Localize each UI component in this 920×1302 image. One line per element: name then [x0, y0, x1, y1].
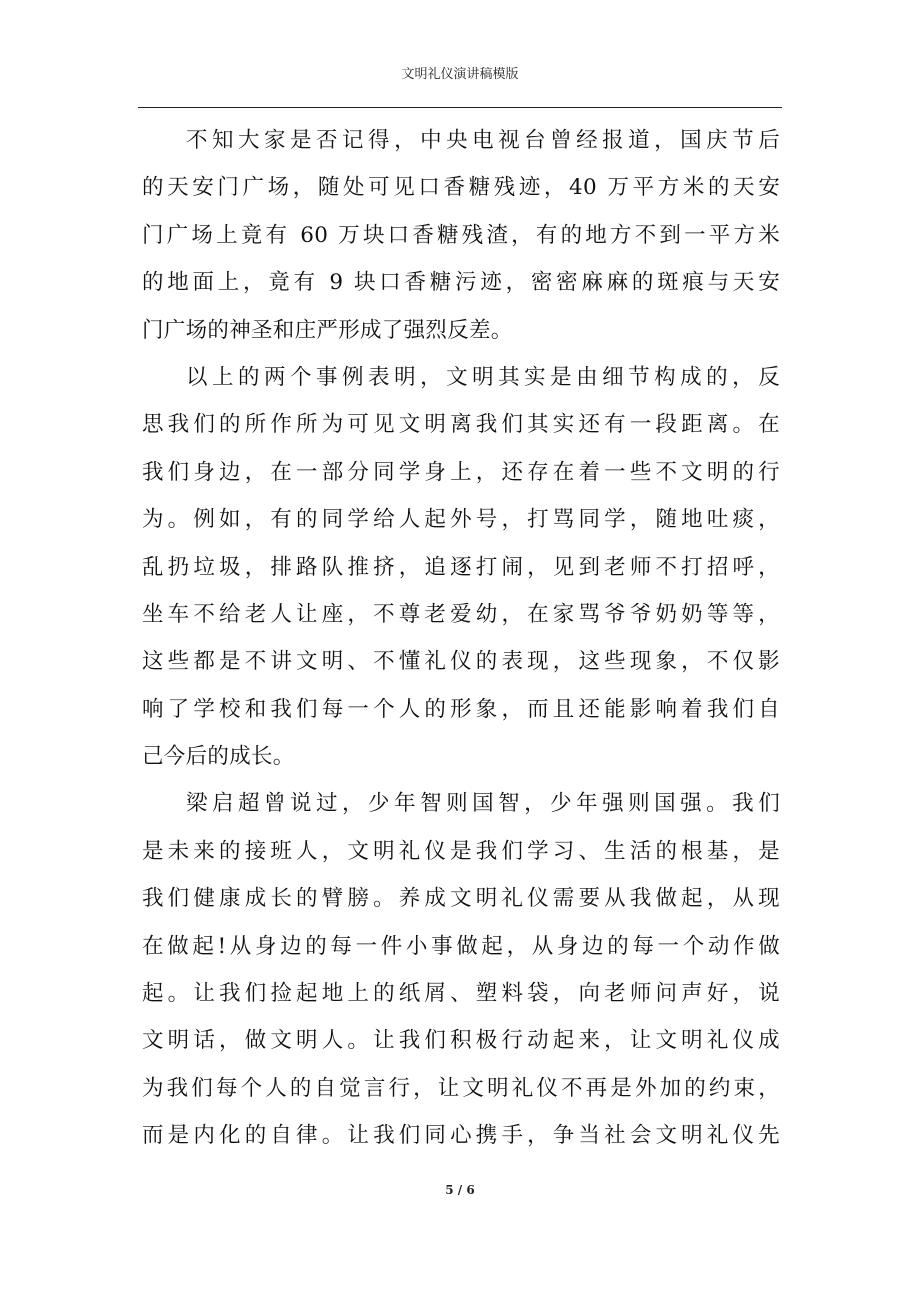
text-line: 是未来的接班人，文明礼仪是我们学习、生活的根基，是	[142, 838, 780, 864]
header-divider	[138, 107, 782, 108]
text-line: 起。让我们捡起地上的纸屑、塑料袋，向老师问声好，说	[142, 981, 780, 1007]
text-line: 坐车不给老人让座，不尊老爱幼，在家骂爷爷奶奶等等，	[142, 601, 780, 627]
text-line: 为我们每个人的自觉言行，让文明礼仪不再是外加的约束，	[142, 1075, 780, 1101]
text-line: 我们身边，在一部分同学身上，还存在着一些不文明的行	[142, 459, 780, 485]
text-line: 思我们的所作所为可见文明离我们其实还有一段距离。在	[142, 412, 780, 438]
text-line: 为。例如，有的同学给人起外号，打骂同学，随地吐痰，	[142, 507, 780, 533]
text-line: 门广场的神圣和庄严形成了强烈反差。	[142, 317, 513, 343]
text-line: 而是内化的自律。让我们同心携手，争当社会文明礼仪先	[142, 1123, 780, 1149]
text-line: 的天安门广场，随处可见口香糖残迹，40 万平方米的天安	[142, 175, 780, 201]
text-line: 乱扔垃圾，排路队推挤，追逐打闹，见到老师不打招呼，	[142, 554, 780, 580]
body-text	[142, 117, 780, 1160]
text-line: 不知大家是否记得，中央电视台曾经报道，国庆节后	[186, 128, 780, 153]
text-line: 己今后的成长。	[142, 744, 295, 770]
text-line: 门广场上竟有 60 万块口香糖残渣，有的地方不到一平方米	[142, 222, 780, 248]
text-line: 以上的两个事例表明，文明其实是由细节构成的，反	[186, 364, 780, 390]
text-line: 文明话，做文明人。让我们积极行动起来，让文明礼仪成	[142, 1028, 780, 1054]
header-title: 文明礼仪演讲稿模版	[401, 67, 519, 82]
text-line: 响了学校和我们每一个人的形象，而且还能影响着我们自	[142, 696, 780, 722]
text-line: 在做起!从身边的每一件小事做起，从身边的每一个动作做	[142, 933, 780, 959]
page-number: 5 / 6	[445, 1183, 475, 1197]
text-line: 我们健康成长的臂膀。养成文明礼仪需要从我做起，从现	[142, 886, 780, 912]
text-line: 梁启超曾说过，少年智则国智，少年强则国强。我们	[186, 791, 780, 817]
text-line: 这些都是不讲文明、不懂礼仪的表现，这些现象，不仅影	[142, 649, 780, 675]
text-line: 的地面上，竟有 9 块口香糖污迹，密密麻麻的斑痕与天安	[142, 270, 780, 296]
